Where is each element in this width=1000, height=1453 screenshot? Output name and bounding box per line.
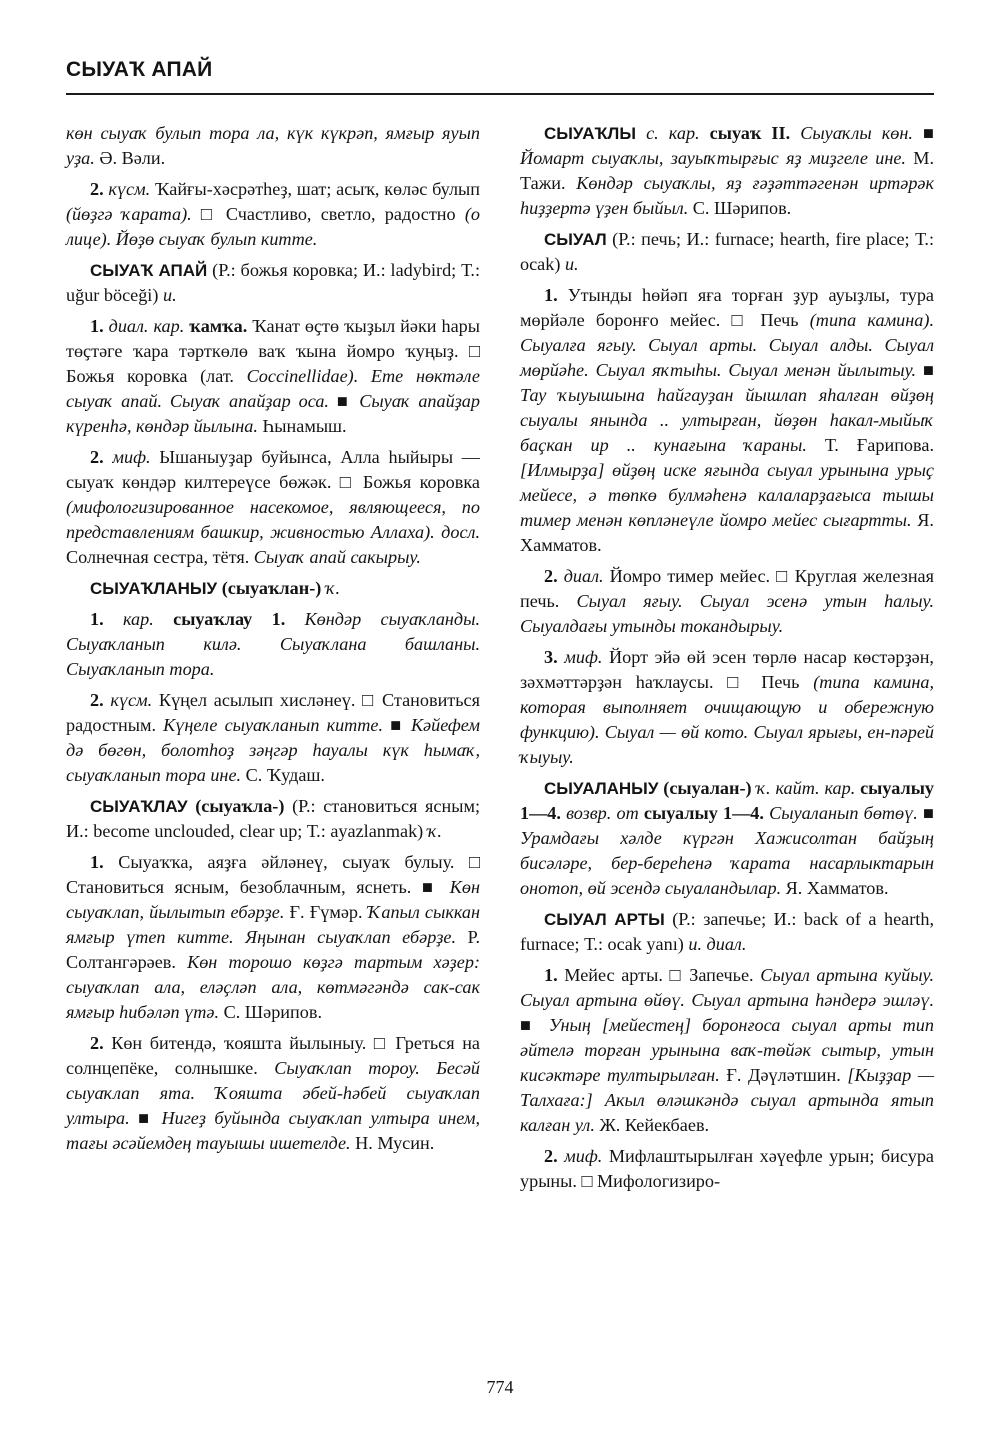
example-text: Урамдағы хәлде күргән Хажисолтан байҙың бисәләре, бер-береһенә ҡарата насарлыктарын онотоп, өй эсендә сыуаландылар. [520,828,934,898]
citation-text: М. Тажи. [520,148,935,193]
citation-text: Я. Хамматов. [520,510,934,555]
sense-number: 1. [544,285,558,305]
citation-text: Р. Солтангәрәев. [66,927,480,972]
definition-text: Мейес арты. □ Запечье. [557,965,761,985]
example-text: Йомарт сыуаҡлы, зауыҡтырғыс яҙ миҙгеле ине. [520,148,906,168]
citation-text: Ж. Кейекбаев. [594,1115,710,1135]
label-text: возвр. от [560,803,639,823]
equivalents-text: (Р.: запечье; И.: back of a hearth, furnace; Т.: ocak yanı) [520,909,934,954]
example-text: Көндәр сыуаҡлы, яҙ ғәҙәттәгенән иртәрәк һиҙҙертә үҙен быйыл. [520,173,934,218]
pos-label: и. [564,254,579,274]
entry-paragraph [66,1031,480,1156]
sense-number: 1. [90,609,104,629]
label-text: күсм. [103,179,151,199]
sense-number: 1. [90,852,104,872]
square-marker: ■ [916,360,934,380]
example-text: Тау ҡыуышына һайгауҙан йышлап яһалған өйҙөң сыуалы янында .. ултырған, йөҙөн һакал-мыйыҡ баҫкан ир .. кунағына ҡараны. [520,385,934,455]
running-head: СЫУАҠ АПАЙ [66,58,213,81]
citation-text: С. Шәрипов. [688,198,792,218]
citation-text: Я. Хамматов. [781,878,889,898]
label-text: с. кар. [636,123,700,143]
left-column [66,121,480,1162]
definition-text: Йомро тимер мейес. □ Круглая железная печь. [520,566,934,611]
translation-text: Солнечная сестра, тётя. [66,547,254,567]
example-text: (типа камина, которая выполняет очищающую и обережную функцию). Сыуал — өй кото. Сыуал ярығы, ен-пәрей ҡыуыу. [520,672,934,767]
entry-paragraph [66,121,480,171]
translation-text: □ Счастливо, светло, радостно [191,204,465,224]
entry-paragraph [520,1144,934,1194]
cross-reference: ҡамҡа. [184,316,248,336]
sense-number: 2. [90,1033,104,1053]
entry-paragraph [66,850,480,1025]
entry-paragraph [520,121,934,221]
sense-number: 2. [90,179,104,199]
headword: СЫУАЛАНЫУ [544,779,659,798]
citation-text: Һынамыш. [257,416,347,436]
label-text: ҡ. кайт. кар. [751,778,856,798]
example-text: Сыуаҡ апай сакырыу. [253,547,421,567]
stem-form: (сыуаҡла-) [187,796,285,816]
example-text: Coccinellidae). Ете нөктәле сыуаҡ апай. Сыуаҡ апайҙар оса. [66,366,480,411]
definition-text: Сыуаҡҡа, аяҙға әйләнеү, сыуаҡ булыу. □ Становиться ясным, безоблачным, яснеть. ■ [66,852,480,897]
entry-paragraph [66,576,480,601]
label-text: миф. [557,647,603,667]
entry-paragraph [66,258,480,308]
example-text: (о лице). Йөҙө сыуаҡ булып китте. [66,204,480,249]
cross-reference: сыуалыу 1—4. [638,803,764,823]
headword: СЫУАЛ [544,230,607,249]
right-column [520,121,934,1200]
entry-paragraph [66,314,480,439]
example-text: [Кыҙҙар — Талхаға:] Акыл өләшкәндә сыуал артында ятып калған ул. [520,1065,935,1135]
example-text: Көн торошо көҙгә тартым хәҙер: сыуаҡлап ала, еләҫләп ала, көтмәгәндә сак-сак ямғыр һибәләп үтә. [66,952,481,1022]
label-text: миф. [103,447,151,467]
pos-label: ҡ. [321,578,341,598]
entry-paragraph [66,607,480,682]
example-text: Уның [мейестең] боронғоса сыуал арты тип әйтелә торған урынына ваҡ-төйәк сытыр, утын кисәктәре тултырылған. [520,1015,934,1085]
square-marker: ■ [129,1108,162,1128]
stem-form: (сыуалан-) [658,778,752,798]
headword: СЫУАЛ АРТЫ [544,910,665,929]
label-text: (йөҙгә ҡарата). [66,204,192,224]
example-text: Нигеҙ буйында сыуаҡлап ултыра инем, тағы әсәйемдең тауышы ишетелде. [66,1108,480,1153]
headword: СЫУАҠЛАНЫУ [90,579,218,598]
definition-text: Ҡанат өҫтө ҡыҙыл йәки һары төҫтәге ҡара тәрткөлө ваҡ ҡына йомро ҡуңыҙ. □ Божья коровка (лат. [66,316,480,386]
square-marker: ■ [912,123,934,143]
square-marker: ■ [917,803,934,823]
sense-number: 2. [544,1146,558,1166]
example-text: [Илмырҙа] өйҙөң иске яғында сыуал урынына урыҫ мейесе, ә төпкө булмәһенә калаларҙағыса тышы тимер менән көпләнеүле йомро мейес сығартты. [520,460,934,530]
headword: СЫУАҠ АПАЙ [90,261,208,280]
citation-text: Ә. Вәли. [94,148,166,168]
example-text: көн сыуаҡ булып тора ла, күк күкрәп, ямғыр яуып уҙа. [66,123,480,168]
headword: СЫУАҠЛАУ [90,797,188,816]
entry-paragraph [520,963,934,1138]
cross-reference: сыуалыу 1—4. [520,778,934,823]
citation-text: Ғ. Дәүләтшин. [719,1065,848,1085]
pos-label: и. диал. [688,934,747,954]
header-rule [66,93,934,95]
example-text: Сыуал артына куйыу. Сыуал артына өйөү. Сыуал артына һәндерә эшләү. [520,965,934,1010]
entry-paragraph [66,794,480,844]
definition-text: Ышаныуҙар буйынса, Алла һыйыры — сыуаҡ көндәр килтереүсе бөжәк. □ Божья коровка [66,447,480,492]
label-text: кар. [103,609,154,629]
headword: СЫУАҠЛЫ [544,124,637,143]
sense-number: 1. [544,965,558,985]
citation-text: С. Ҡудаш. [241,765,325,785]
entry-paragraph [520,564,934,639]
example-text: Көн сыуаҡлап, йылытып ебәрҙе. [66,877,480,922]
cross-reference: сыуаҡлау 1. [153,609,286,629]
entry-paragraph [66,177,480,252]
definition-text: Көн битендә, ҡояшта йылыныу. □ Греться на солнцепёке, солнышке. [66,1033,480,1078]
entry-paragraph [66,688,480,788]
definition-text: Йорт эйә өй эсен төрлө насар көстәрҙән, зәхмәттәрҙән һаҡлаусы. □ Печь [520,647,934,692]
example-text: (мифологизированное насекомое, являющееся, по представлениям башкир, живностью Аллаха). досл. [66,497,480,542]
cross-reference: сыуаҡ II. [699,123,791,143]
example-text: Сыуаҡлап тороу. Бесәй сыуаҡлап ята. Ҡояшта әбей-һәбей сыуаҡлап ултыра. [66,1058,480,1128]
entry-paragraph [520,227,934,277]
sense-number: 3. [544,647,558,667]
definition-text: Күңел асылып хисләнеү. □ Становиться радостным. [66,690,480,735]
citation-text: Ғ. Ғүмәр. [284,902,368,922]
sense-number: 2. [90,690,104,710]
example-text: Көндәр сыуаҡланды. Сыуаҡланып килә. Сыуаҡлана башланы. Сыуаҡланып тора. [66,609,480,679]
label-text: күсм. [103,690,153,710]
example-text: (типа камина). Сыуалға ягыу. Сыуал арты. Сыуал алды. Сыуал мөрйәһе. Сыуал яҡтыһы. Сыуал менән йылытыу. [520,310,934,380]
citation-text: С. Шәрипов. [219,1002,322,1022]
label-text: диал. кар. [103,316,185,336]
example-text: Күңеле сыуаҡланып китте. [163,715,384,735]
square-marker: ■ [520,1015,549,1035]
square-marker: ■ [328,391,360,411]
sense-number: 2. [544,566,558,586]
entry-paragraph [520,283,934,558]
square-marker: ■ [383,715,411,735]
entry-paragraph [520,645,934,770]
entry-paragraph [520,907,934,957]
page-number: 774 [486,1377,514,1397]
example-text: Сыуаҡ апайҙар күренһә, көндәр йылына. [66,391,480,436]
sense-number: 1. [90,316,104,336]
definition-text: Утынды һөйәп яға торған ҙур ауыҙлы, тура мөрйәле боронғо мейес. □ Печь [520,285,934,330]
pos-label: и. [162,285,177,305]
label-text: диал. [557,566,604,586]
example-text: Кәйефем дә бөгөн, болотһоҙ зәңгәр һауалы күк һымаҡ, сыуаҡланып тора ине. [66,715,480,785]
sense-number: 2. [90,447,104,467]
example-text: Ҡапыл сыккан ямғыр үтеп китте. Яңынан сыуаҡлап ебәрҙе. [66,902,480,947]
label-text: миф. [557,1146,603,1166]
entry-paragraph [520,776,934,901]
entry-paragraph [66,445,480,570]
pos-label: ҡ. [427,821,442,841]
definition-text: Мифлаштырылған хәүефле урын; бисура урыны. □ Мифологизиро- [520,1146,934,1191]
equivalents-text: (Р.: печь; И.: furnace; hearth, fire place; Т.: ocak) [520,229,934,274]
citation-text: Т. Ғарипова. [806,435,934,455]
example-text: Сыуаҡлы көн. [790,123,913,143]
definition-text: Ҡайғы-хәсрәтһеҙ, шат; асыҡ, көләс булып [150,179,481,199]
equivalents-text: (Р.: становиться ясным; И.: become unclouded, clear up; Т.: ayazlanmak) [66,796,481,841]
example-text: Сыуаланып бөтөү. [763,803,918,823]
citation-text: Н. Мусин. [350,1133,435,1153]
example-text: Сыуал яғыу. Сыуал эсенә утын һалыу. Сыуалдағы утынды токандырыу. [520,591,935,636]
stem-form: (сыуаҡлан-) [217,578,322,598]
equivalents-text: (Р.: божья коровка; И.: ladybird; Т.: uğur böceği) [66,260,480,305]
